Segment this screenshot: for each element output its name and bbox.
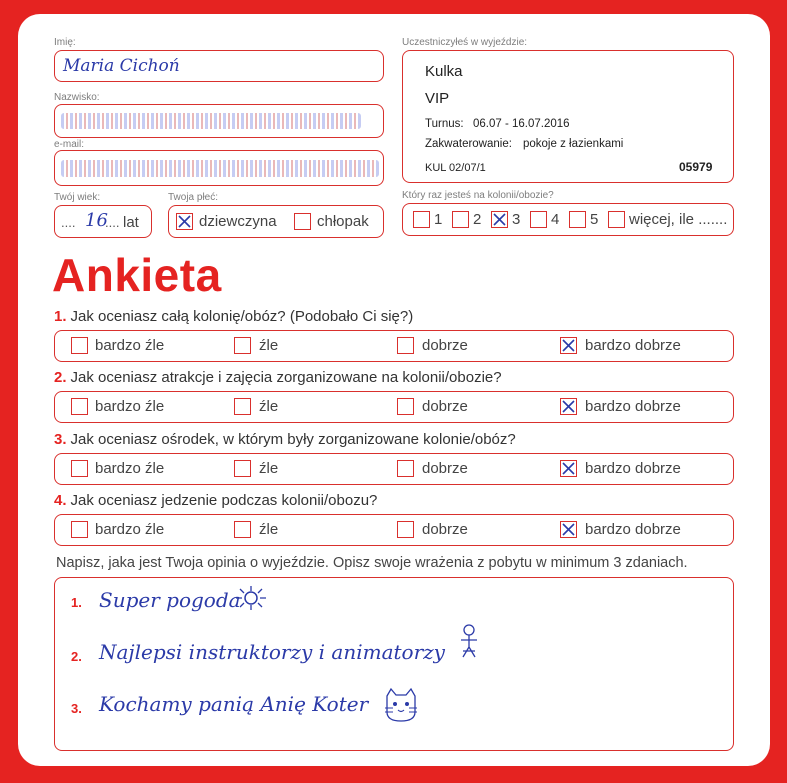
rating-checkbox-1[interactable] — [71, 398, 88, 415]
rating-option-label: bardzo dobrze — [585, 398, 681, 415]
rating-option-label: dobrze — [422, 460, 468, 477]
rating-checkbox-4[interactable] — [560, 398, 577, 415]
check-mark-icon — [492, 212, 507, 227]
rating-checkbox-3[interactable] — [397, 460, 414, 477]
opinion-num-1: 1. — [71, 595, 82, 610]
camp-name: Kulka — [425, 63, 463, 80]
rating-checkbox-1[interactable] — [71, 337, 88, 354]
turnus-label: Turnus: — [425, 118, 464, 130]
stick-figure-doodle-icon — [457, 622, 481, 662]
redacted-surname — [61, 113, 361, 129]
rating-option-label: bardzo źle — [95, 521, 165, 538]
times-option-4: 4 — [551, 211, 560, 228]
question-label: Jak oceniasz całą kolonię/obóz? (Podobało Ci się?) — [70, 308, 414, 325]
times-option-1: 1 — [434, 211, 443, 228]
rating-option-label: bardzo dobrze — [585, 521, 681, 538]
gender-field — [168, 205, 384, 238]
question-4-text — [54, 492, 377, 509]
rating-option-label: dobrze — [422, 337, 468, 354]
name-field[interactable] — [54, 50, 384, 82]
opinion-prompt: Napisz, jaka jest Twoja opinia o wyjeździe. Opisz swoje wrażenia z pobytu w minimum 3 zdaniach. — [56, 555, 688, 571]
question-label: Jak oceniasz atrakcje i zajęcia zorganizowane na kolonii/obozie? — [70, 369, 502, 386]
rating-checkbox-2[interactable] — [234, 398, 251, 415]
rating-option-label: dobrze — [422, 398, 468, 415]
times-checkbox-3[interactable] — [491, 211, 508, 228]
opinion-line-3: Kochamy panią Anię Koter — [99, 692, 369, 716]
times-field — [402, 203, 734, 236]
surname-field[interactable] — [54, 104, 384, 138]
cat-doodle-icon — [381, 686, 421, 726]
question-3-answers — [54, 453, 734, 485]
times-option-2: 2 — [473, 211, 482, 228]
rating-option-label: bardzo źle — [95, 337, 165, 354]
opinion-box[interactable] — [54, 577, 734, 751]
rating-checkbox-2[interactable] — [234, 521, 251, 538]
rating-checkbox-4[interactable] — [560, 521, 577, 538]
rating-option-label: źle — [259, 337, 279, 354]
times-option-3: 3 — [512, 211, 521, 228]
times-checkbox-4[interactable] — [530, 211, 547, 228]
age-field[interactable] — [54, 205, 152, 238]
rating-checkbox-1[interactable] — [71, 521, 88, 538]
times-checkbox-5[interactable] — [569, 211, 586, 228]
question-3-text — [54, 431, 516, 448]
opinion-num-2: 2. — [71, 649, 82, 664]
rating-checkbox-3[interactable] — [397, 521, 414, 538]
camp-tier: VIP — [425, 90, 450, 107]
checkbox-male[interactable] — [294, 213, 311, 230]
survey-title: Ankieta — [52, 249, 222, 301]
age-unit: lat — [123, 214, 139, 231]
turnus-value: 06.07 - 16.07.2016 — [473, 118, 570, 130]
rating-checkbox-1[interactable] — [71, 460, 88, 477]
rating-checkbox-2[interactable] — [234, 337, 251, 354]
question-4-answers — [54, 514, 734, 546]
opinion-line-2: Najlepsi instruktorzy i animatorzy — [99, 640, 445, 664]
rating-option-label: dobrze — [422, 521, 468, 538]
sun-doodle-icon — [231, 584, 271, 612]
age-value: 16 — [85, 210, 108, 231]
accommodation-value: pokoje z łazienkami — [523, 138, 624, 150]
redacted-email — [61, 160, 379, 177]
participant-label: Uczestniczyłeś w wyjeździe: — [402, 37, 528, 48]
times-label: Który raz jesteś na kolonii/obozie? — [402, 190, 554, 201]
check-mark-icon — [561, 461, 576, 476]
times-checkbox-more[interactable] — [608, 211, 625, 228]
gender-male-label: chłopak — [317, 213, 369, 230]
check-mark-icon — [561, 338, 576, 353]
times-checkbox-1[interactable] — [413, 211, 430, 228]
times-option-more: więcej, ile ....... — [629, 211, 728, 228]
check-mark-icon — [177, 214, 192, 229]
rating-checkbox-4[interactable] — [560, 460, 577, 477]
times-option-5: 5 — [590, 211, 599, 228]
rating-checkbox-4[interactable] — [560, 337, 577, 354]
participant-box — [402, 50, 734, 183]
rating-checkbox-3[interactable] — [397, 337, 414, 354]
rating-option-label: źle — [259, 398, 279, 415]
rating-option-label: źle — [259, 521, 279, 538]
check-mark-icon — [561, 522, 576, 537]
question-label: Jak oceniasz jedzenie podczas kolonii/obozu? — [70, 492, 378, 509]
opinion-num-3: 3. — [71, 701, 82, 716]
rating-checkbox-3[interactable] — [397, 398, 414, 415]
question-number: 3. — [54, 431, 67, 448]
name-value: Maria Cichoń — [63, 56, 180, 76]
rating-option-label: bardzo dobrze — [585, 460, 681, 477]
rating-checkbox-2[interactable] — [234, 460, 251, 477]
check-mark-icon — [561, 399, 576, 414]
question-2-text — [54, 369, 502, 386]
gender-female-label: dziewczyna — [199, 213, 277, 230]
email-field[interactable] — [54, 150, 384, 186]
question-1-answers — [54, 330, 734, 362]
accommodation-label: Zakwaterowanie: — [425, 138, 512, 150]
name-label: Imię: — [54, 37, 76, 48]
surname-label: Nazwisko: — [54, 92, 100, 103]
rating-option-label: bardzo źle — [95, 460, 165, 477]
rating-option-label: źle — [259, 460, 279, 477]
question-2-answers — [54, 391, 734, 423]
rating-option-label: bardzo dobrze — [585, 337, 681, 354]
gender-label: Twoja płeć: — [168, 192, 219, 203]
question-1-text — [54, 308, 413, 325]
age-label: Twój wiek: — [54, 192, 101, 203]
rating-option-label: bardzo źle — [95, 398, 165, 415]
times-checkbox-2[interactable] — [452, 211, 469, 228]
age-dots: .... — [61, 215, 76, 230]
camp-code: KUL 02/07/1 — [425, 162, 486, 174]
question-number: 4. — [54, 492, 67, 509]
email-label: e-mail: — [54, 139, 85, 150]
opinion-line-1: Super pogoda — [99, 588, 241, 612]
age-dots-after: .... — [105, 215, 120, 230]
question-number: 1. — [54, 308, 67, 325]
checkbox-female[interactable] — [176, 213, 193, 230]
question-number: 2. — [54, 369, 67, 386]
question-label: Jak oceniasz ośrodek, w którym były zorganizowane kolonie/obóz? — [70, 431, 516, 448]
form-number: 05979 — [679, 160, 713, 174]
